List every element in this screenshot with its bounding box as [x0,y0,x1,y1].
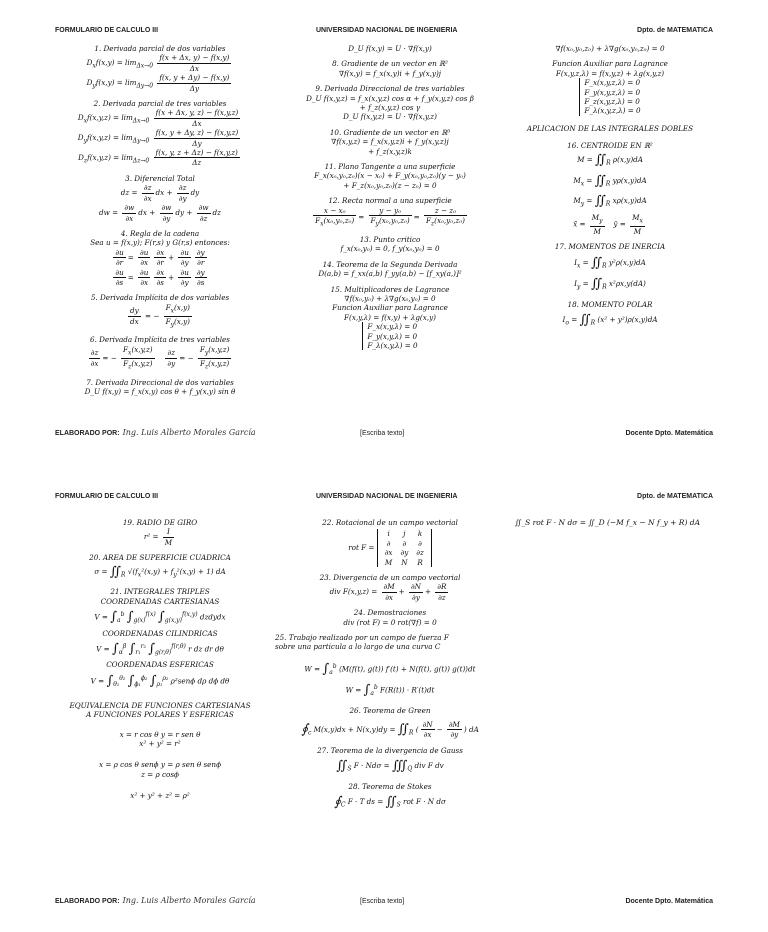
section-title: 26. Teorema de Green [349,706,431,716]
page2-column-2 [275,518,505,810]
formula: $I_y$ = $∬_R$ x²ρx,y(dA) [574,275,646,291]
subtitle: A FUNCIONES POLARES Y ESFERICAS [86,710,234,720]
section-title: 8. Gradiente de un vector en ℝ² [332,59,448,69]
formula: x² + y² + z² = ρ² [130,791,190,801]
page1-column-2 [290,44,490,350]
section-title: 24. Demostraciones [353,608,427,618]
formula: $D_yf(x,y,z) = \lim_{\Delta y\to 0}$ $\frac{f(x, y + \Delta y, z) - f(x,y,z)}{\Delta y}$ [77,128,239,148]
section-title: 1. Derivada parcial de dos variables [94,44,226,53]
header-center: UNIVERSIDAD NACIONAL DE INGENIERIA [316,493,458,500]
section-title: 18. MOMENTO POLAR [567,299,653,309]
header-right: Dpto. de MATEMATICA [637,27,713,34]
section-title: 7. Derivada Direccional de dos variables [86,377,234,387]
system-line: F_z(x,y,z,λ) = 0 [584,97,640,107]
section-title: 28. Teorema de Stokes [348,781,432,791]
formula: r² = $\frac{I}{M}$ [143,527,173,547]
formula: $V = \int_{\theta_1}^{\theta_2}$ $\int_{\phi_1}^{\phi_2}$ $\int_{\rho_1}^{\rho_2}$ ρ²senϕ dρ dϕ dθ [90,673,230,689]
section-title: 23. Divergencia de un campo vectorial [319,573,461,583]
section-title: 11. Plano Tangente a una superficie [324,162,456,172]
formula: + f_z(x,y,z) cos γ [359,103,421,113]
formula: $D_yf(x,y) = \lim_{\Delta y\to 0}$ $\frac{f(x, y + \Delta y) - f(x,y)}{\Delta y}$ [86,73,230,93]
formula: F_x(x₀,y₀,z₀)(x − x₀) + F_y(x₀,y₀,z₀)(y − y₀) [314,171,466,181]
formula: $D_xf(x,y,z) = \lim_{\Delta x\to 0}$ $\frac{f(x + \Delta x, y, z) - f(x,y,z)}{\Delta x}$ [77,108,239,128]
formula: f_x(x₀,y₀) = 0, f_y(x₀,y₀) = 0 [340,244,440,254]
formula: $M_y$ = $∬_R$ xρ(x,y)dA [573,193,647,209]
signature: Ing. Luis Alberto Morales García [122,896,256,905]
formula: D(a,b) = f_xx(a,b) f_yy(a,b) − [f_xy(a,)]² [318,269,462,279]
signature: Ing. Luis Alberto Morales García [122,428,256,437]
system-line: F_y(x,y,z,λ) = 0 [584,87,641,97]
system-line: F_λ(x,y,λ) = 0 [367,341,418,350]
formula: z = ρ cosϕ [141,769,179,779]
system-line: F_λ(x,y,z,λ) = 0 [584,106,641,116]
formula: dw = $\frac{\partial w}{\partial x}$ dx + $\frac{\partial w}{\partial y}$ dy + $\frac{\partial w}{\partial z}$ dz [99,203,221,223]
formula: $\frac{\partial z}{\partial x}$ = − $\frac{F_x(x,y,z)}{F_z(x,y,z)}$ $\frac{\partial z}{\partial y}$ = − $\frac{F_y(x,y,z)}{F_z(x,y,z)}$ [90,344,230,371]
section-title: 10. Gradiente de un vector en ℝ³ [329,127,451,137]
system-line: F_x(x,y,z,λ) = 0 [584,78,641,88]
formula: $I_x$ = $∬_R$ y²ρ(x,y)dA [574,255,646,271]
section-title: 13. Punto critico [359,234,421,244]
section-title: 5. Derivada Implícita de dos variables [90,293,230,303]
formula: $V = \int_a^b$ $\int_{g(x)}^{f(x)}$ $\int_{g(x,y)}^{f(x,y)}$ dzdydx [94,609,226,625]
subtitle: Funcion Auxiliar para Lagrance [552,59,668,69]
formula: $D_zf(x,y,z) = \lim_{\Delta z\to 0}$ $\frac{f(x, y, z + \Delta z) - f(x,y,z)}{\Delta z}$ [78,148,238,168]
footer-right: Docente Dpto. Matemática [625,430,713,437]
section-title: sobre una particula a lo largo de una curva C [275,642,441,652]
formula: ∇f(x₀,y₀,z₀) + λ∇g(x₀,y₀,z₀) = 0 [555,44,665,53]
system-line: F_y(x,y,λ) = 0 [367,331,418,341]
formula: $I_o$ = $∬_R$ (x² + y²)ρ(x,y)dA [562,312,658,328]
header-right: Dpto. de MATEMATICA [637,493,713,500]
header-left: FORMULARIO DE CALCULO III [55,493,159,500]
section-title: 6. Derivada Implícita de tres variables [90,335,230,345]
section-title: 14. Teorema de la Segunda Derivada [322,259,458,269]
formula: $∬_S$ $F \cdot Nd\sigma = ∭_Q$ div F dv [336,758,444,774]
footer-center: [Escriba texto] [360,430,405,437]
formula: rot F = i j k ∂ ∂ ∂ ∂x ∂y ∂z M N R [275,529,505,567]
formula: D_U f(x,y,z) = f_x(x,y,z) cos α + f_y(x,y,z) cos β [306,93,474,103]
section-title: 16. CENTROIDE EN ℝ² [567,141,653,151]
section-title: 25. Trabajo realizado por un campo de fuerza F [275,633,449,643]
section-title: 12. Recta normal a una superficie [328,196,452,206]
section-heading: APLICACION DE LAS INTEGRALES DOBLES [526,123,694,133]
formula: x² + y² = r² [139,739,181,749]
formula: $\frac{\partial u}{\partial r}$ = $\frac{\partial u}{\partial x}$ $\frac{\partial x}{\partial r}$ + $\frac{\partial u}{\partial y}$ $\frac{\partial y}{\partial r}$ [115,247,205,268]
determinant-matrix: i j k ∂ ∂ ∂ ∂x ∂y ∂z M N R [377,529,432,567]
section-title: 2. Derivada parcial de tres variables [93,99,227,109]
formula: $\sigma = ∬_R$ $√(f_x^2(x,y) + f_y^2(x,y) + 1)$ dA [94,563,226,579]
section-title: 19. RADIO DE GIRO [122,518,198,527]
formula: $V = \int_\alpha^\beta$ $\int_{r_1}^{r_2}$ $\int_{g(r,\theta)}^{f(r,\theta)}$ r dz dr dθ [96,641,224,657]
page-2 [0,466,768,932]
formula: $∮_c$ $M(x,y)dx + N(x,y)dy = ∬_R$ ( $\frac{\partial N}{\partial x}$ − $\frac{\partial M}{\partial y}$ ) dA [301,719,479,740]
header-left: FORMULARIO DE CALCULO III [55,27,159,34]
formula: x = ρ cos θ senϕ y = ρ sen θ senϕ [99,760,221,770]
footer-label: ELABORADO POR: [55,898,120,905]
formula: $∮_C$ F · T ds = $∬_S$ rot F · N dσ [334,794,446,810]
section-title: 27. Teorema de la divergencia de Gauss [317,745,463,755]
footer-right: Docente Dpto. Matemática [625,898,713,905]
footer-center: [Escriba texto] [360,898,405,905]
system-line: F_x(x,y,λ) = 0 [367,322,418,332]
page2-column-3 [500,518,715,527]
section-title: 17. MOMENTOS DE INERCIA [554,242,666,252]
section-title: 21. INTEGRALES TRIPLES [110,587,210,597]
page2-column-1 [55,518,265,801]
formula: ∇f(x,y,z) = f_x(x,y,z)i + f_y(x,y,z)j [331,137,449,147]
formula: + f_z(x,y,z)k [368,146,412,156]
formula: D_U f(x,y) = U · ∇f(x,y) [348,44,432,53]
page1-column-3 [510,44,710,328]
formula: D_U f(x,y) = f_x(x,y) cos θ + f_y(x,y) sin θ [84,386,236,396]
footer-label: ELABORADO POR: [55,430,120,437]
formula: D_U f(x,y,z) = U · ∇f(x,y,z) [343,112,437,122]
section-title: 15. Multiplicadores de Lagrance [330,284,450,294]
formula: ∬_S rot F · N dσ = ∬_D (−M f_x − N f_y + R) dA [515,518,700,527]
page1-column-1 [55,44,265,396]
formula: $\frac{\partial u}{\partial s}$ = $\frac{\partial u}{\partial x}$ $\frac{\partial x}{\partial s}$ + $\frac{\partial u}{\partial y}$ $\frac{\partial y}{\partial s}$ [115,267,205,287]
subtitle: COORDENADAS CARTESIANAS [100,596,220,606]
section-title: 20. AREA DE SUPERFICIE CUADRICA [89,553,231,563]
formula: dz = $\frac{\partial z}{\partial x}$ dx + $\frac{\partial z}{\partial y}$ dy [120,183,200,203]
formula: $\frac{dy}{dx}$ = − $\frac{F_x(x,y)}{F_y(x,y)}$ [130,302,190,329]
formula: + F_z(x₀,y₀,z₀)(z − z₀) = 0 [343,180,437,190]
formula: ∇f(x,y) = f_x(x,y)i + f_y(x,y)j [338,68,442,78]
formula: div F(x,y,z) = $\frac{\partial M}{\partial x}$ + $\frac{\partial N}{\partial y}$ + $\frac{\partial R}{\partial z}$ [329,582,447,602]
formula: $W = \int_a^b$ ⟨M(f(t), g(t)) f′(t) + N(f(t), g(t)) g(t)⟩dt [304,661,476,677]
subtitle: EQUIVALENCIA DE FUNCIONES CARTESIANAS [69,700,251,710]
system [510,78,710,116]
formula: Sea u = f(x,y); F(r,s) y G(r,s) entonces: [90,238,230,248]
formula: $M_x$ = $∬_R$ yρ(x,y)dA [573,172,647,188]
formula: $W = \int_a^b$ F(R(t)) · R′(t)dt [345,682,435,698]
footer-left [55,428,256,437]
formula: ∇f(x₀,y₀) + λ∇g(x₀,y₀) = 0 [344,293,436,303]
formula: div (rot F) = 0 rot(∇f) = 0 [343,617,437,627]
subtitle: COORDENADAS ESFERICAS [106,660,214,670]
header-center: UNIVERSIDAD NACIONAL DE INGENIERIA [316,27,458,34]
formula: $D_xf(x,y) = \lim_{\Delta x\to 0}$ $\frac{f(x + \Delta x, y) - f(x,y)}{\Delta x}$ [86,53,230,73]
formula: x = r cos θ y = r sen θ [119,729,201,739]
subtitle: COORDENADAS CILINDRICAS [102,628,218,638]
footer-left [55,896,256,905]
formula: F(x,y,λ) = f(x,y) + λg(x,y) [344,312,436,322]
subtitle: Funcion Auxiliar para Lagrance [332,303,448,313]
formula: F(x,y,z,λ) = f(x,y,z) + λg(x,y,z) [555,68,665,78]
formula: x̄ = $\frac{M_y}{M}$ ȳ = $\frac{M_x}{M}$ [573,213,643,237]
section-title: 22. Rotacional de un campo vectorial [322,518,458,527]
system [290,322,490,350]
section-title: 3. Diferencial Total [125,173,195,183]
formula: $M = ∬_R$ ρ(x,y)dA [577,151,643,167]
section-title: 4. Regla de la cadena [120,228,200,238]
section-title: 9. Derivada Direccional de tres variables [315,84,465,94]
formula: $\frac{\text{x − x₀}}{F_x(x_0,y_0,z_0)}$ = $\frac{\text{y − y₀}}{F_y(x_0,y_0,z_0)}$ = $\frac{\text{z − z₀}}{F_z(x_0,y_0,z_0)}$ [315,205,465,228]
